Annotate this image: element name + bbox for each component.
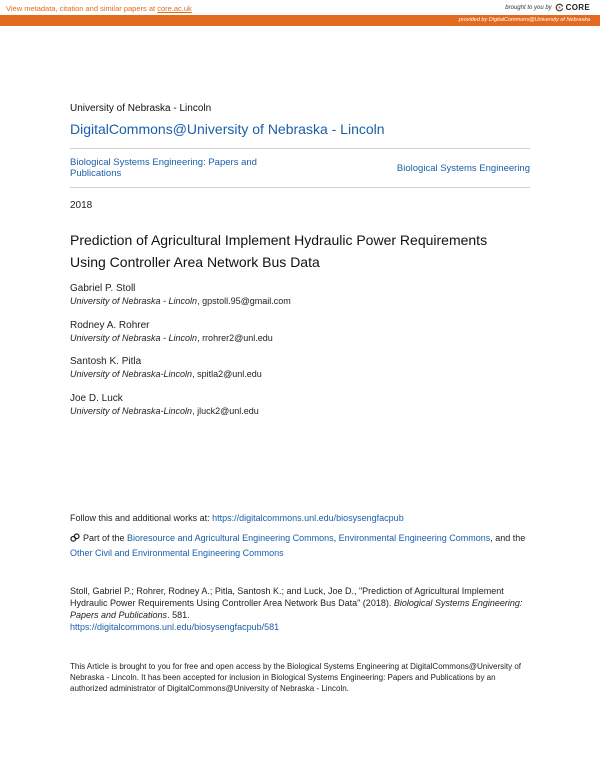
commons-link-bioresource[interactable]: Bioresource and Agricultural Engineering Commons [127,533,334,543]
citation-suffix: . 581. [167,610,190,620]
divider-top [70,148,530,149]
part-of-sep: , [333,533,339,543]
provider-bar [0,15,600,26]
part-of-prefix: Part of the [83,533,128,543]
author-name: Rodney A. Rohrer [70,320,150,331]
divider-bottom [70,187,530,188]
commons-link-environmental[interactable]: Environmental Engineering Commons [338,533,491,543]
collection-link[interactable]: Biological Systems Engineering: Papers and Publications [70,157,257,179]
follow-text: Follow this and additional works at: [70,513,213,523]
author-affiliation [70,368,470,380]
brought-by-text: brought to you by [505,4,552,11]
citation-link[interactable]: https://digitalcommons.unl.edu/biosysengfacpub/581 [70,622,280,632]
part-of-commons [70,531,540,561]
paper-title: Prediction of Agricultural Implement Hydraulic Power Requirements Using Controller Area Network Bus Data [70,232,488,270]
view-metadata-text [6,4,192,13]
repository-link[interactable]: DigitalCommons@University of Nebraska - Lincoln [70,121,385,137]
core-logo[interactable] [555,3,590,12]
core-banner [0,0,600,15]
citation-text: Stoll, Gabriel P.; Rohrer, Rodney A.; Pitla, Santosh K.; and Luck, Joe D., "Prediction of Agricultural Implement Hydraulic Power Requirements Using Controller Area Network Bus Data" (2018). [70,586,504,608]
author-name: Joe D. Luck [70,393,123,404]
access-notice: This Article is brought to you for free and open access by the Biological Systems Engineering at DigitalCommons@University of Nebraska - Lincoln. It has been accepted for inclusion in Biological Systems Engineering: Papers and Publications by an authorized administrator of DigitalCommons@University of Nebraska - Lincoln. [70,662,521,693]
provided-by-text: provided by DigitalCommons@University of Nebraska [458,17,590,23]
brought-by [505,3,590,12]
core-logo-icon [555,3,564,12]
author-entry [70,283,470,307]
view-metadata-label: View metadata, citation and similar papers at [6,4,158,13]
author-entry [70,393,470,417]
commons-link-civil[interactable]: Other Civil and Environmental Engineering Commons [70,548,284,558]
link-icon [70,533,80,543]
affiliation-text: University of Nebraska-Lincoln [70,406,193,416]
affiliation-text: University of Nebraska - Lincoln [70,333,198,343]
follow-line [70,513,404,523]
author-affiliation [70,405,470,417]
citation-journal: Biological Systems Engineering: Papers and Publications [70,598,523,620]
core-link[interactable]: core.ac.uk [157,4,192,13]
affiliation-text: University of Nebraska-Lincoln [70,369,193,379]
institution-name: University of Nebraska - Lincoln [70,103,212,114]
publication-year: 2018 [70,200,93,211]
author-name: Santosh K. Pitla [70,356,142,367]
author-email: , jluck2@unl.edu [192,406,259,416]
author-entry [70,356,470,380]
author-affiliation [70,295,470,307]
core-logo-text: CORE [565,3,590,12]
part-of-sep: , and the [490,533,526,543]
author-email: , spitla2@unl.edu [192,369,262,379]
author-entry [70,320,470,344]
recommended-citation [70,585,530,633]
author-email: , gpstoll.95@gmail.com [197,296,291,306]
author-affiliation [70,332,470,344]
author-email: , rrohrer2@unl.edu [197,333,273,343]
affiliation-text: University of Nebraska - Lincoln [70,296,198,306]
department-link[interactable]: Biological Systems Engineering [396,163,530,174]
follow-link[interactable]: https://digitalcommons.unl.edu/biosysengfacpub [212,513,404,523]
author-name: Gabriel P. Stoll [70,283,136,294]
